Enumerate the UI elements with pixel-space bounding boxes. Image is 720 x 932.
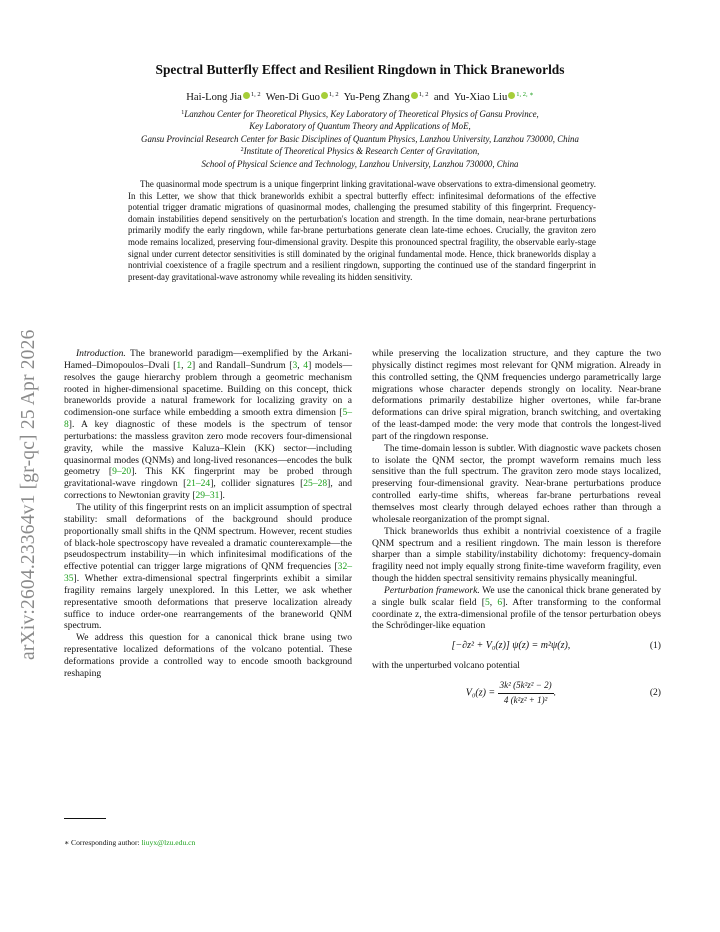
and-word: and <box>433 92 450 103</box>
right-column <box>372 348 661 715</box>
text-run: while preserving the localization structure, and they capture the two physically distinct regimes most relevant for QNM migration. Already in this controlled setting, the QNM frequencies undergo parametrically large migrations whose character depends strongly on locality. Near-brane deformations primarily destabilize higher overtones, while far-brane deformations can drive spiral migration, branch switching, and overtaking of the least-damped mode: the very mode that controls the longest-lived part of the ringdown response. <box>372 348 661 442</box>
citation-link[interactable]: 6 <box>497 596 503 608</box>
equation-2 <box>372 680 661 707</box>
text-run: The time-domain lesson is subtler. With diagnostic wave packets chosen to isolate the QNM sector, the prompt waveform remains much less sensitive than the full spectrum. The graviton zero mode stays localized, preserving four-dimensional gravity. Near-brane perturbations produce controlled early-time shifts, whereas far-brane perturbations reveal themselves most clearly through delayed echoes rather than through a wholesale reorganization of the prompt signal. <box>372 442 661 525</box>
text-run: ]. Whether extra-dimensional spectral fingerprints exhibit a similar fragility remains largely unexplored. In this Letter, we ask whether representative smooth deformations that preserve localization already suffice to induce order-one rearrangements of the braneworld QNM spectrum. <box>64 573 352 632</box>
citation-link[interactable]: 1 <box>176 359 182 371</box>
equation-body: [−∂z² + V₀(z)] ψ(z) = m²ψ(z), <box>451 640 571 652</box>
affiliations <box>40 108 680 170</box>
affiliation-line <box>40 120 680 132</box>
footnote <box>64 838 195 847</box>
email-link[interactable]: liuyx@lzu.edu.cn <box>141 838 196 847</box>
orcid-icon[interactable] <box>508 92 515 99</box>
equation-1 <box>372 640 661 652</box>
citation-link[interactable]: 4 <box>303 359 309 371</box>
affiliation-marker: 1 <box>181 110 185 116</box>
orcid-icon[interactable] <box>243 92 250 99</box>
paragraph <box>64 502 352 632</box>
paragraph <box>372 585 661 632</box>
author-affiliation-marker: 1, 2 <box>418 91 429 98</box>
abstract: The quasinormal mode spectrum is a unique fingerprint linking gravitational-wave observations to extra-dimensional geometry. In this Letter, we show that thick braneworlds exhibit a spectral butterfly effect: infinitesimal deformations of the effective potential trigger dramatic migrations of quasinormal modes, challenging the presumed stability of this fingerprint. Frequency-domain instabilities depend sensitively on the perturbation's location and strength. In the time domain, near-brane perturbations primarily modify the early ringdown, while far-brane perturbations generate clean late-time echoes. Crucially, the graviton zero mode remains localized, preserving four-dimensional gravity. Despite this pronounced spectral fragility, the observable early-stage signal under current detector sensitivities is still dominated by the original fundamental mode. Hence, thick braneworlds display a nontrivial coexistence of a fragile spectrum and a resilient ringdown, supporting the continued use of the standard fingerprint in present-day gravitational-wave astronomy while revealing its hidden sensitivity. <box>128 179 596 282</box>
text-run: ] and Randall–Sundrum [ <box>191 359 293 371</box>
paragraph <box>372 526 661 585</box>
paper-title: Spectral Butterfly Effect and Resilient Ringdown in Thick Braneworlds <box>155 62 565 77</box>
affiliation-text: Key Laboratory of Quantum Theory and Applications of MoE, <box>249 121 471 132</box>
affiliation-text: Lanzhou Center for Theoretical Physics, Key Laboratory of Theoretical Physics of Gansu Province, <box>184 109 539 119</box>
affiliation-line <box>40 158 680 170</box>
paragraph <box>64 632 352 679</box>
arxiv-identifier: arXiv:2604.23364v1 [gr-qc] 25 Apr 2026 <box>18 329 39 660</box>
author-name: Yu-Xiao Liu <box>454 92 508 103</box>
citation-link[interactable]: 21–24 <box>186 478 211 490</box>
equation-body <box>372 680 650 707</box>
text-run: The utility of this fingerprint rests on an implicit assumption of spectral stability: small deformations of the background should produce proportionally small shifts in the QNM spectrum. However, recent studies of black-hole spectroscopy have revealed a dramatic counterexample—the pseudospectrum instability—in which infinitesimal modifications of the effective potential can trigger large migrations of QNM frequencies [ <box>64 501 352 573</box>
affiliation-text: Gansu Provincial Research Center for Basic Disciplines of Quantum Physics, Lanzhou University, Lanzhou 730000, China <box>141 133 579 144</box>
fraction-denominator: 4 (k²z² + 1)² <box>503 694 548 705</box>
author-affiliation-marker[interactable]: 1, 2, ∗ <box>516 91 534 98</box>
footnote-label: ∗ Corresponding author: <box>64 838 142 847</box>
affiliation-text: School of Physical Science and Technology, Lanzhou University, Lanzhou 730000, China <box>201 158 519 169</box>
text-run: Thick braneworlds thus exhibit a nontrivial coexistence of a fragile QNM spectrum and a resilient ringdown. The main lesson is therefore sharper than a simple stability/instability dichotomy: frequency-domain fragility need not imply equally strong finite-time waveform fragility, even though the hidden spectral sensitivity remains physically meaningful. <box>372 525 661 585</box>
equation-number: (2) <box>649 687 661 699</box>
equation-tail: . <box>553 687 557 699</box>
run-in-heading: Perturbation framework. <box>384 584 480 596</box>
affiliation-line <box>40 145 680 157</box>
citation-link[interactable]: 9–20 <box>112 466 132 478</box>
affiliation-line <box>40 108 680 120</box>
affiliation-marker: 2 <box>240 147 244 154</box>
author-name: Yu-Peng Zhang <box>343 92 410 103</box>
citation-link[interactable]: 5–8 <box>64 407 352 431</box>
citation-link[interactable]: 32–35 <box>64 561 352 585</box>
run-in-heading: Introduction. <box>76 348 126 359</box>
citation-link[interactable]: 5 <box>484 596 490 608</box>
author-name: Hai-Long Jia <box>186 92 242 103</box>
text-run: ], and corrections to Newtonian gravity [ <box>64 478 352 502</box>
equation-fraction <box>498 680 554 707</box>
text-run: , <box>489 596 498 608</box>
equation-lead-text: with the unperturbed volcano potential <box>372 660 520 672</box>
paragraph <box>372 348 661 443</box>
text-run: , <box>297 359 304 371</box>
text-run: ]. A key diagnostic of these models is the spectrum of tensor perturbations: the massless graviton zero mode recovers four-dimensional gravity, while the massive Kaluza–Klein (KK) sector—including quasinormal modes (QNMs) and long-lived resonances—encodes the bulk geometry [ <box>64 419 352 478</box>
affiliation-text: Institute of Theoretical Physics & Research Center of Gravitation, <box>243 146 480 157</box>
left-column <box>64 348 352 680</box>
orcid-icon[interactable] <box>321 92 328 99</box>
equation-lhs: V₀(z) = <box>465 687 496 699</box>
fraction-numerator: 3k² (5k²z² − 2) <box>498 680 554 694</box>
author-affiliation-marker: 1, 2 <box>328 91 339 98</box>
text-run: ]. After transforming to the conformal coordinate z, the extra-dimensional profile of the tensor perturbation obeys the Schrödinger-like equation <box>372 596 661 632</box>
text-run: ], collider signatures [ <box>210 478 304 490</box>
author-name: Wen-Di Guo <box>265 92 320 103</box>
paragraph <box>372 443 661 526</box>
text-run: The braneworld paradigm—exemplified by the Arkani-Hamed–Dimopoulos–Dvali [ <box>64 348 352 371</box>
text-run: ]. This KK fingerprint may be probed through gravitational-wave ringdown [ <box>64 466 352 490</box>
text-run: We use the canonical thick brane generated by a single bulk scalar field [ <box>372 584 661 608</box>
citation-link[interactable]: 2 <box>187 359 192 371</box>
text-run: , <box>181 359 188 371</box>
paragraph <box>64 348 352 502</box>
text-run: ] models—resolves the gauge hierarchy problem through a geometric mechanism rooted in higher-dimensional spacetime. Building on this concept, thick braneworlds provide a natural framework for localizing gravity on a codimension-one surface while embedding a smooth extra dimension [ <box>64 359 352 419</box>
author-affiliation-marker: 1, 2 <box>250 91 261 98</box>
equation-number: (1) <box>649 640 661 652</box>
footnote-rule <box>64 818 106 819</box>
author-list <box>60 92 660 103</box>
citation-link[interactable]: 25–28 <box>303 478 328 490</box>
text-run: ]. <box>219 490 225 502</box>
citation-link[interactable]: 29–31 <box>195 490 220 502</box>
affiliation-line <box>40 133 680 145</box>
orcid-icon[interactable] <box>411 92 418 99</box>
citation-link[interactable]: 3 <box>292 359 298 371</box>
text-run: We address this question for a canonical thick brane using two representative localized deformations of the volcano potential. These deformations provide a controlled way to encode smooth background reshaping <box>64 632 352 679</box>
